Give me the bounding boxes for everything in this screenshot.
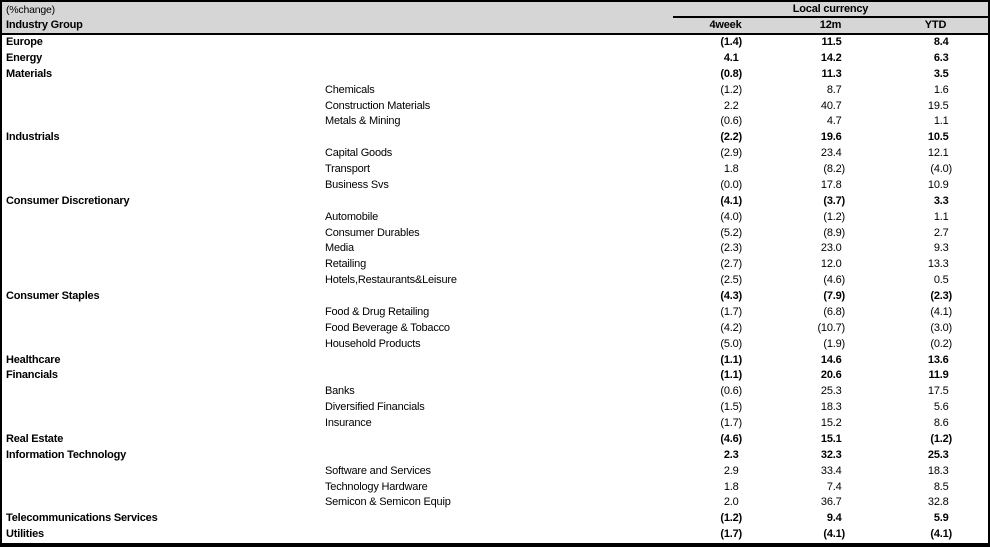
industry-label: Automobile xyxy=(325,210,379,223)
table-row xyxy=(2,194,988,210)
table-row xyxy=(2,353,988,369)
industry-group-header: Industry Group xyxy=(6,19,83,31)
industry-label: Insurance xyxy=(325,417,372,429)
value-12m: 11.3 xyxy=(821,67,842,80)
table-row xyxy=(2,67,988,83)
value-ytd: 0.5 xyxy=(933,274,949,287)
value-ytd: 12.1 xyxy=(927,147,949,160)
value-ytd: 13.3 xyxy=(927,258,949,271)
value-4week: 2.3 xyxy=(723,448,739,461)
value-ytd: 13.6 xyxy=(927,353,949,366)
sector-label: Energy xyxy=(6,51,43,64)
value-12m: 12.0 xyxy=(820,258,842,271)
industry-label: Construction Materials xyxy=(325,99,431,112)
value-4week: (1.7) xyxy=(720,417,742,429)
value-12m: 15.1 xyxy=(820,432,842,445)
value-ytd: 5.9 xyxy=(933,512,949,525)
table-row xyxy=(2,432,988,448)
sector-label: Real Estate xyxy=(6,432,64,445)
industry-label: Semicon & Semicon Equip xyxy=(325,496,451,509)
sector-label xyxy=(2,99,325,115)
value-12m: (8.9) xyxy=(823,226,845,239)
sector-label xyxy=(2,416,325,432)
value-12m: (10.7) xyxy=(817,321,845,334)
value-12m: 15.2 xyxy=(820,417,842,429)
value-4week: (5.2) xyxy=(720,226,742,239)
value-4week: (0.6) xyxy=(720,385,742,398)
industry-label xyxy=(325,35,673,51)
percent-change-note: (%change) xyxy=(6,4,55,16)
table-row xyxy=(2,35,988,51)
table-row xyxy=(2,146,988,162)
sector-label xyxy=(2,384,325,400)
table-row xyxy=(2,210,988,226)
table-row xyxy=(2,289,988,305)
value-4week: (2.5) xyxy=(720,274,742,287)
table-row xyxy=(2,114,988,130)
value-12m: 18.3 xyxy=(820,401,842,414)
sector-label xyxy=(2,226,325,242)
industry-label xyxy=(325,130,673,146)
value-12m: 11.5 xyxy=(821,36,842,48)
value-ytd: 10.5 xyxy=(927,131,949,144)
industry-label: Consumer Durables xyxy=(325,226,420,239)
table-row xyxy=(2,511,988,527)
value-4week: (4.2) xyxy=(720,321,742,334)
value-4week: (4.0) xyxy=(720,210,742,223)
value-4week: (4.1) xyxy=(720,194,742,207)
industry-label: Software and Services xyxy=(325,464,431,477)
value-4week: (2.3) xyxy=(720,242,742,255)
value-12m: 40.7 xyxy=(820,99,842,112)
value-12m: 32.3 xyxy=(820,448,842,461)
value-4week: (1.5) xyxy=(720,401,742,414)
sector-label xyxy=(2,305,325,321)
value-12m: (6.8) xyxy=(823,305,845,318)
value-12m: 33.4 xyxy=(820,464,842,477)
value-4week: (1.4) xyxy=(720,36,742,48)
sector-label: Europe xyxy=(6,36,43,48)
sector-label: Consumer Discretionary xyxy=(6,194,130,207)
value-4week: (1.1) xyxy=(720,353,742,366)
industry-label: Transport xyxy=(325,163,370,175)
industry-label xyxy=(325,511,673,527)
table-header xyxy=(2,2,988,35)
value-12m: 23.4 xyxy=(820,147,842,160)
sector-label xyxy=(2,162,325,178)
value-ytd: (4.0) xyxy=(930,163,952,175)
value-12m: (8.2) xyxy=(823,163,845,175)
table-row xyxy=(2,480,988,496)
value-4week: (4.3) xyxy=(720,290,742,302)
sector-label: Healthcare xyxy=(6,353,61,366)
industry-label: Household Products xyxy=(325,337,421,350)
value-ytd: 6.3 xyxy=(933,51,949,64)
sector-label xyxy=(2,495,325,511)
industry-label: Capital Goods xyxy=(325,147,393,160)
value-ytd: 2.7 xyxy=(933,226,949,239)
sector-label xyxy=(2,321,325,337)
value-ytd: 19.5 xyxy=(927,99,949,112)
industry-label: Food Beverage & Tobacco xyxy=(325,321,450,334)
value-ytd: 5.6 xyxy=(933,401,949,414)
value-12m: (1.2) xyxy=(823,210,845,223)
value-4week: 1.8 xyxy=(723,163,739,175)
value-12m: 23.0 xyxy=(820,242,842,255)
table-row xyxy=(2,384,988,400)
value-ytd: (2.3) xyxy=(930,290,952,302)
value-ytd: 8.6 xyxy=(933,417,949,429)
value-ytd: 3.5 xyxy=(933,67,949,80)
value-12m: (1.9) xyxy=(823,337,845,350)
value-ytd: 9.3 xyxy=(933,242,949,255)
table-row xyxy=(2,495,988,511)
value-12m: 25.3 xyxy=(820,385,842,398)
table-row xyxy=(2,51,988,67)
value-ytd: (1.2) xyxy=(930,432,952,445)
value-4week: (1.7) xyxy=(720,305,742,318)
value-4week: (0.6) xyxy=(720,115,742,128)
sector-label xyxy=(2,83,325,99)
value-12m: (3.7) xyxy=(823,194,845,207)
value-12m: 14.6 xyxy=(820,353,842,366)
value-ytd: 1.1 xyxy=(933,115,949,128)
value-ytd: 11.9 xyxy=(928,369,949,382)
value-12m: 36.7 xyxy=(820,496,842,509)
industry-label xyxy=(325,353,673,369)
table-row xyxy=(2,257,988,273)
table-row xyxy=(2,464,988,480)
table-row xyxy=(2,99,988,115)
value-4week: (2.2) xyxy=(720,131,742,144)
sector-label: Materials xyxy=(6,67,52,80)
value-4week: (1.1) xyxy=(720,369,742,382)
value-4week: (0.0) xyxy=(720,178,742,191)
industry-label: Media xyxy=(325,242,354,255)
industry-label: Hotels,Restaurants&Leisure xyxy=(325,274,457,287)
value-ytd: 17.5 xyxy=(927,385,949,398)
sector-label xyxy=(2,257,325,273)
value-4week: (2.7) xyxy=(720,258,742,271)
table-row xyxy=(2,226,988,242)
sector-label xyxy=(2,114,325,130)
table-row xyxy=(2,337,988,353)
table-row xyxy=(2,448,988,464)
value-12m: (7.9) xyxy=(823,290,845,302)
sector-label: Telecommunications Services xyxy=(6,512,158,525)
value-ytd: 25.3 xyxy=(927,448,949,461)
value-12m: (4.1) xyxy=(823,528,845,541)
industry-label xyxy=(325,289,673,305)
industry-label: Metals & Mining xyxy=(325,115,401,128)
sector-label: Industrials xyxy=(6,131,60,144)
value-4week: 2.9 xyxy=(723,464,739,477)
table-row xyxy=(2,241,988,257)
value-ytd: 32.8 xyxy=(927,496,949,509)
industry-label: Diversified Financials xyxy=(325,401,425,414)
industry-label: Chemicals xyxy=(325,83,375,96)
value-12m: 14.2 xyxy=(820,51,842,64)
value-4week: 1.8 xyxy=(723,480,739,493)
table-row xyxy=(2,162,988,178)
value-ytd: (4.1) xyxy=(930,528,952,541)
table-row xyxy=(2,527,988,543)
value-ytd: (3.0) xyxy=(930,321,952,334)
industry-label: Technology Hardware xyxy=(325,480,428,493)
table-row xyxy=(2,130,988,146)
table-row xyxy=(2,178,988,194)
value-12m: 7.4 xyxy=(826,480,842,493)
value-4week: (0.8) xyxy=(720,67,742,80)
column-header-4week: 4week xyxy=(709,19,742,31)
sector-label xyxy=(2,178,325,194)
local-currency-group-header: Local currency xyxy=(673,2,988,18)
sector-label xyxy=(2,241,325,257)
industry-label: Business Svs xyxy=(325,178,389,191)
sector-label xyxy=(2,273,325,289)
value-4week: (1.2) xyxy=(720,512,742,525)
sector-label xyxy=(2,464,325,480)
table-row xyxy=(2,83,988,99)
value-ytd: 18.3 xyxy=(927,464,949,477)
table-row xyxy=(2,321,988,337)
table-row xyxy=(2,305,988,321)
value-ytd: (0.2) xyxy=(930,337,952,350)
sector-label xyxy=(2,480,325,496)
value-4week: (5.0) xyxy=(720,337,742,350)
industry-label xyxy=(325,448,673,464)
industry-label: Banks xyxy=(325,385,355,398)
industry-label xyxy=(325,368,673,384)
table-row xyxy=(2,416,988,432)
value-4week: (2.9) xyxy=(720,147,742,160)
table-body xyxy=(2,35,988,543)
value-4week: 2.2 xyxy=(723,99,739,112)
table-row xyxy=(2,273,988,289)
value-12m: 17.8 xyxy=(820,178,842,191)
industry-label xyxy=(325,527,673,543)
industry-label xyxy=(325,432,673,448)
value-4week: (1.2) xyxy=(720,83,742,96)
sector-label: Financials xyxy=(6,369,58,382)
industry-label xyxy=(325,51,673,67)
value-12m: 9.4 xyxy=(826,512,842,525)
value-ytd: 1.6 xyxy=(933,83,949,96)
value-12m: 4.7 xyxy=(826,115,842,128)
industry-label: Food & Drug Retailing xyxy=(325,305,430,318)
header-row-top xyxy=(2,2,988,18)
sector-label: Consumer Staples xyxy=(6,290,100,302)
sector-label xyxy=(2,210,325,226)
value-4week: (1.7) xyxy=(720,528,742,541)
value-ytd: 8.5 xyxy=(933,480,949,493)
value-ytd: 8.4 xyxy=(933,36,949,48)
sector-label xyxy=(2,146,325,162)
sector-label: Utilities xyxy=(6,528,44,541)
value-4week: 2.0 xyxy=(723,496,739,509)
value-4week: 4.1 xyxy=(723,51,739,64)
sector-label xyxy=(2,337,325,353)
value-12m: 20.6 xyxy=(820,369,842,382)
column-header-ytd: YTD xyxy=(924,19,947,31)
table-row xyxy=(2,400,988,416)
value-12m: (4.6) xyxy=(823,274,845,287)
industry-label xyxy=(325,194,673,210)
table-row xyxy=(2,368,988,384)
value-12m: 8.7 xyxy=(826,83,842,96)
value-ytd: 10.9 xyxy=(927,178,949,191)
value-ytd: (4.1) xyxy=(930,305,952,318)
value-4week: (4.6) xyxy=(720,432,742,445)
industry-label xyxy=(325,67,673,83)
value-ytd: 3.3 xyxy=(933,194,949,207)
value-12m: 19.6 xyxy=(820,131,842,144)
sector-label: Information Technology xyxy=(6,448,127,461)
industry-label: Retailing xyxy=(325,258,367,271)
column-header-12m: 12m xyxy=(819,19,842,31)
value-ytd: 1.1 xyxy=(933,210,949,223)
header-row-columns xyxy=(2,18,988,33)
sector-label xyxy=(2,400,325,416)
